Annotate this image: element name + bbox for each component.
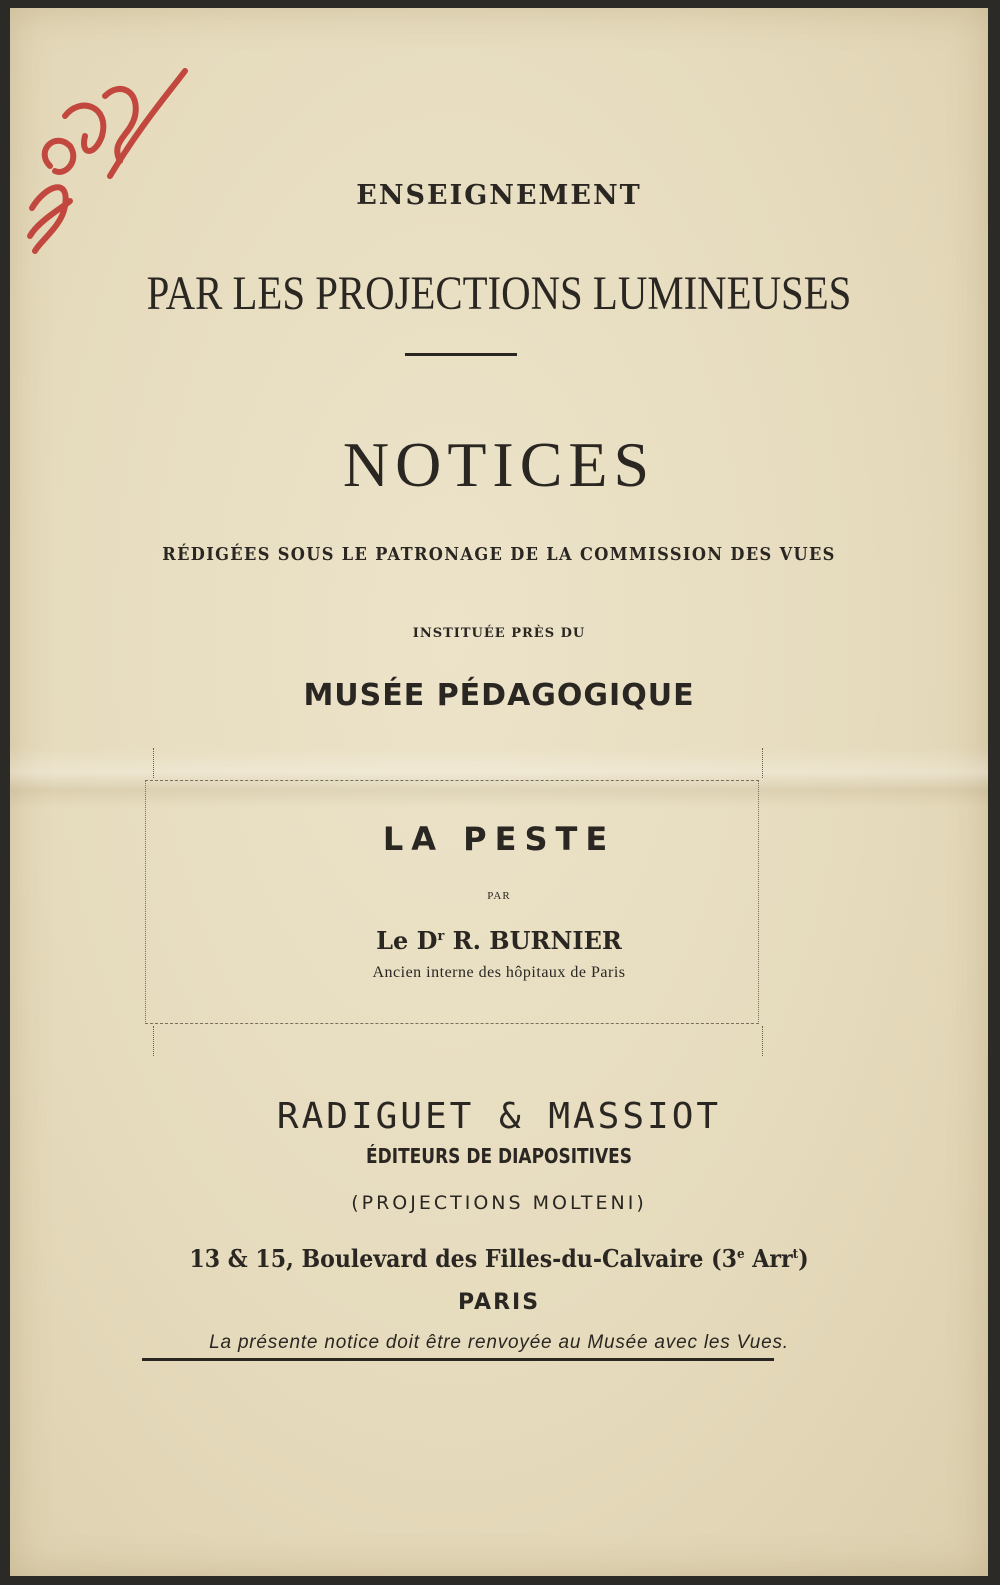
address-end: ) (798, 1244, 809, 1273)
address-mid: Arr (744, 1244, 793, 1273)
author-prefix-sup: r (437, 929, 445, 944)
publisher-role: ÉDITEURS DE DIAPOSITIVES (366, 1144, 632, 1168)
address-sup-2: t (792, 1247, 799, 1262)
publisher-city: PARIS (457, 1290, 541, 1315)
author-prefix: Le D (376, 926, 438, 955)
frame-tick (762, 748, 764, 778)
by-label: PAR (487, 890, 511, 902)
handwritten-inventory-number (10, 36, 200, 266)
footer-note: La présente notice doit être renvoyée au Musée avec les Vues. (209, 1332, 789, 1353)
header-line-2: PAR LES PROJECTIONS LUMINEUSES (146, 267, 852, 320)
author-role: Ancien interne des hôpitaux de Paris (372, 964, 626, 981)
subtitle: RÉDIGÉES SOUS LE PATRONAGE DE LA COMMISSION DES VUES (162, 544, 836, 565)
document-page (10, 8, 988, 1576)
instituee-line: INSTITUÉE PRÈS DU (412, 626, 586, 641)
author-surname: R. BURNIER (444, 926, 622, 955)
publisher-address (49, 1244, 949, 1273)
page-title: NOTICES (342, 429, 656, 500)
museum-name: MUSÉE PÉDAGOGIQUE (303, 678, 695, 713)
address-main: 13 & 15, Boulevard des Filles-du-Calvaire (3 (189, 1244, 737, 1273)
frame-tick (153, 1026, 155, 1056)
author-name (10, 926, 988, 955)
title-frame (145, 780, 759, 1024)
address-sup-1: e (736, 1247, 745, 1262)
frame-tick (762, 1026, 764, 1056)
long-divider (142, 1358, 774, 1361)
frame-tick (153, 748, 155, 778)
publisher-projections: (PROJECTIONS MOLTENI) (351, 1192, 647, 1214)
publisher-name: RADIGUET & MASSIOT (276, 1096, 722, 1137)
work-title: LA PESTE (382, 820, 616, 858)
short-divider (405, 353, 517, 356)
header-line-1: ENSEIGNEMENT (356, 180, 642, 211)
